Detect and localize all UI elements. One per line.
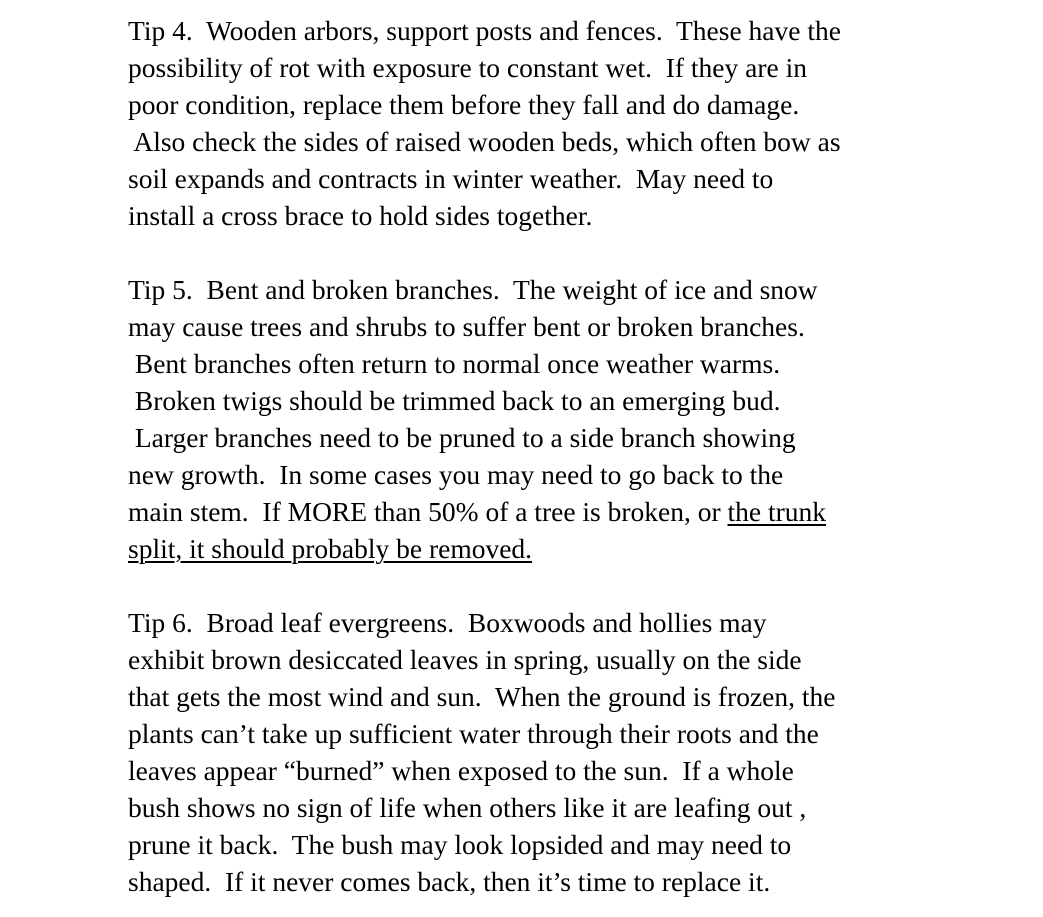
text-line: Tip 6. Broad leaf evergreens. Boxwoods and hollies may — [128, 607, 767, 638]
text-plain: main stem. If MORE than 50% of a tree is broken, or — [128, 496, 728, 527]
text-line: that gets the most wind and sun. When the ground is frozen, the — [128, 681, 836, 712]
text-line: Broken twigs should be trimmed back to an emerging bud. — [128, 385, 781, 416]
text-line: Bent branches often return to normal once weather warms. — [128, 348, 781, 379]
underlined-text: split, it should probably be removed. — [128, 533, 533, 564]
text-line: exhibit brown desiccated leaves in spring, usually on the side — [128, 644, 802, 675]
tip-4-paragraph — [128, 12, 1028, 234]
text-line: install a cross brace to hold sides together. — [128, 200, 593, 231]
text-line: bush shows no sign of life when others like it are leafing out , — [128, 792, 807, 823]
text-line — [128, 530, 1028, 567]
text-line: leaves appear “burned” when exposed to the sun. If a whole — [128, 755, 794, 786]
text-line: soil expands and contracts in winter weather. May need to — [128, 163, 774, 194]
tip-6-paragraph — [128, 604, 1028, 900]
text-line: poor condition, replace them before they fall and do damage. — [128, 89, 800, 120]
text-line: Tip 5. Bent and broken branches. The weight of ice and snow — [128, 274, 818, 305]
text-line: plants can’t take up sufficient water through their roots and the — [128, 718, 819, 749]
text-line: Tip 4. Wooden arbors, support posts and fences. These have the — [128, 15, 841, 46]
text-line: Larger branches need to be pruned to a side branch showing — [128, 422, 796, 453]
text-line: Also check the sides of raised wooden beds, which often bow as — [128, 126, 841, 157]
text-line: may cause trees and shrubs to suffer bent or broken branches. — [128, 311, 805, 342]
text-line: shaped. If it never comes back, then it’s time to replace it. — [128, 866, 771, 897]
text-line — [128, 493, 1028, 530]
text-line: possibility of rot with exposure to constant wet. If they are in — [128, 52, 807, 83]
text-line: new growth. In some cases you may need to go back to the — [128, 459, 784, 490]
tip-5-paragraph — [128, 271, 1028, 567]
document-page — [128, 12, 1028, 900]
underlined-text: the trunk — [727, 496, 827, 527]
text-line: prune it back. The bush may look lopsided and may need to — [128, 829, 792, 860]
